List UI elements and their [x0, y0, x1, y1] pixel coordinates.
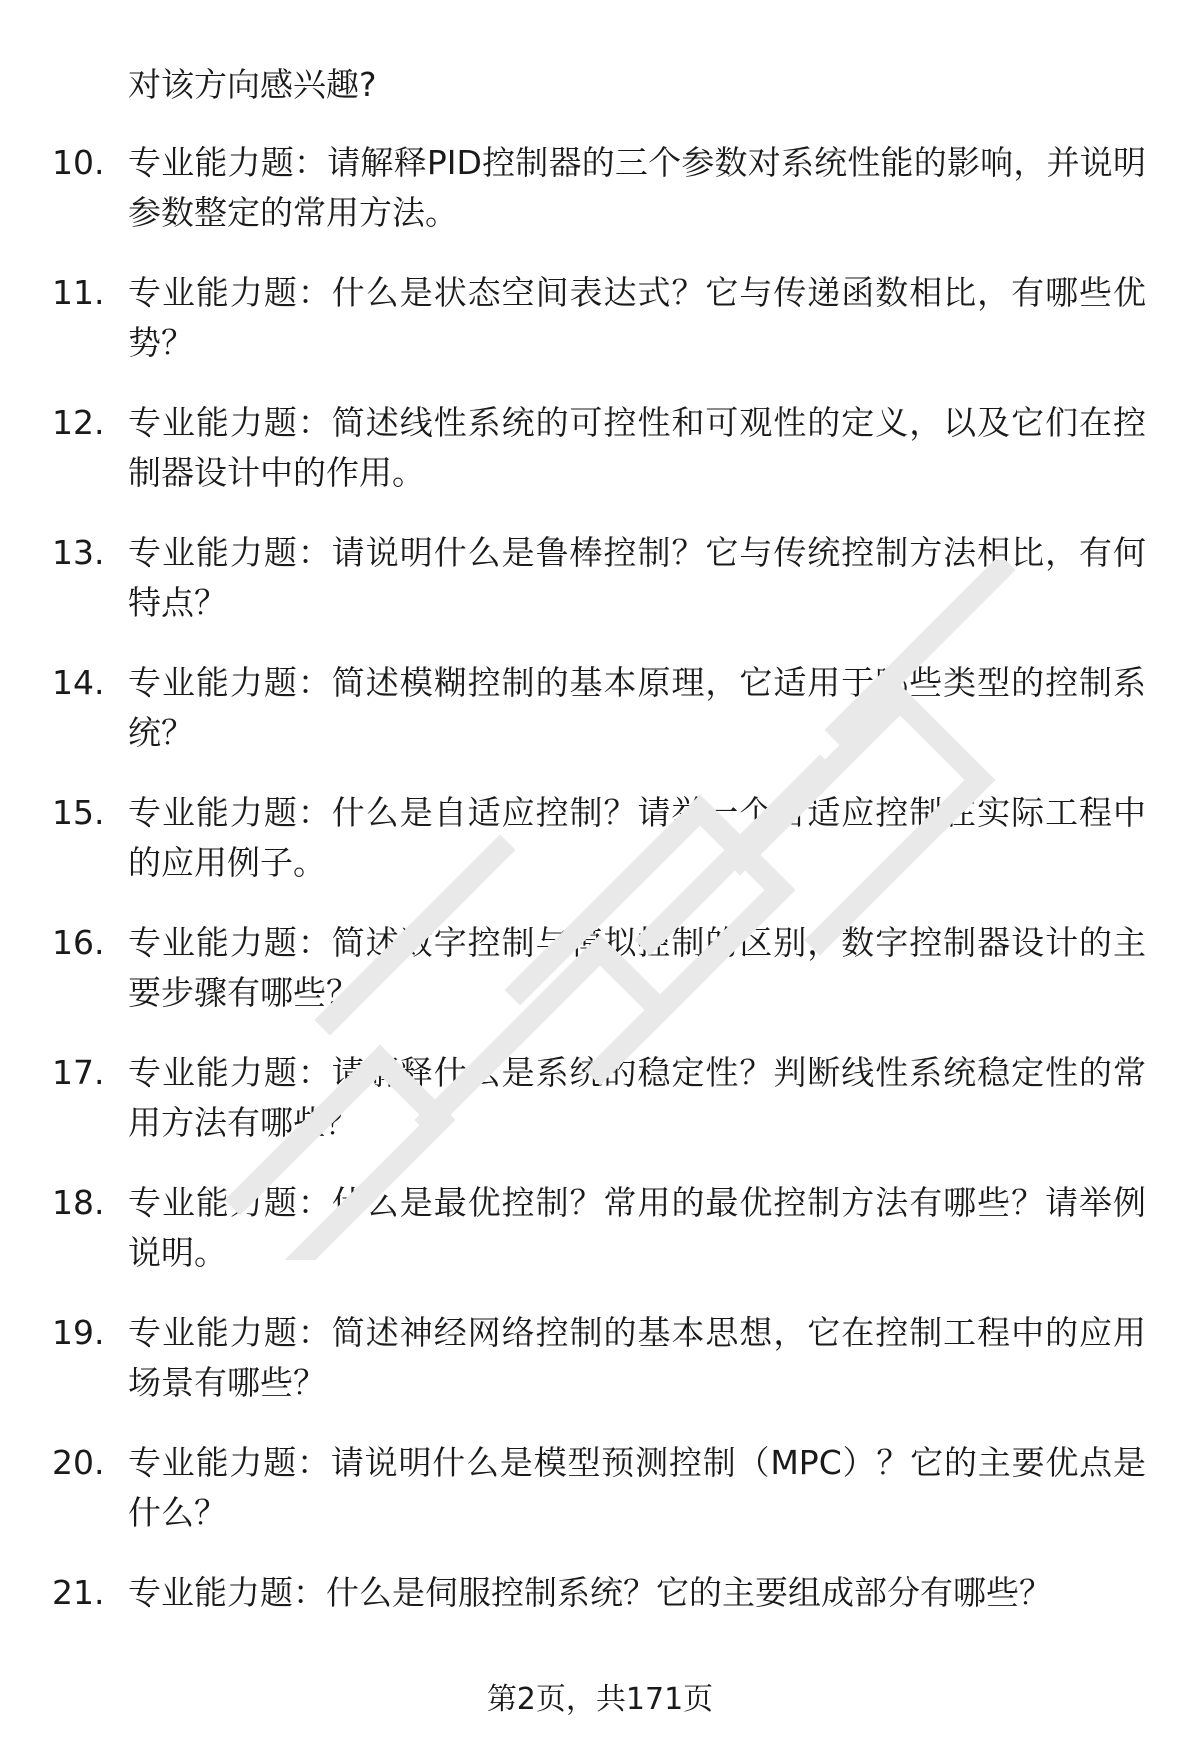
- question-item: [0, 918, 1200, 1048]
- question-item: [0, 658, 1200, 788]
- question-text: 专业能力题：请解释PID控制器的三个参数对系统性能的影响，并说明参数整定的常用方法。: [128, 143, 1146, 232]
- question-item: [0, 138, 1200, 268]
- question-text: 专业能力题：什么是状态空间表达式？它与传递函数相比，有哪些优势？: [128, 273, 1146, 362]
- question-item: [0, 1308, 1200, 1438]
- question-text: 专业能力题：请说明什么是鲁棒控制？它与传统控制方法相比，有何特点？: [128, 533, 1146, 622]
- question-number: 12.: [52, 403, 105, 442]
- question-number: 10.: [52, 143, 105, 182]
- question-text: 专业能力题：什么是最优控制？常用的最优控制方法有哪些？请举例说明。: [128, 1183, 1146, 1272]
- continuation-text: 对该方向感兴趣?: [128, 65, 377, 104]
- question-item: [0, 528, 1200, 658]
- question-number: 19.: [52, 1313, 105, 1352]
- question-item: [0, 1178, 1200, 1308]
- question-number: 15.: [52, 793, 105, 832]
- question-item: [0, 398, 1200, 528]
- question-list: [0, 138, 1200, 1698]
- question-number: 13.: [52, 533, 105, 572]
- question-text: 专业能力题：请说明什么是模型预测控制（MPC）？它的主要优点是什么？: [128, 1443, 1146, 1532]
- question-number: 16.: [52, 923, 105, 962]
- question-number: 21.: [52, 1573, 105, 1612]
- question-item: [0, 788, 1200, 918]
- question-number: 14.: [52, 663, 105, 702]
- question-number: 20.: [52, 1443, 105, 1482]
- question-item: [0, 1048, 1200, 1178]
- question-text: 专业能力题：简述数字控制与模拟控制的区别，数字控制器设计的主要步骤有哪些？: [128, 923, 1146, 1012]
- question-text: 专业能力题：什么是伺服控制系统？它的主要组成部分有哪些？: [128, 1573, 1052, 1612]
- question-text: 专业能力题：简述线性系统的可控性和可观性的定义，以及它们在控制器设计中的作用。: [128, 403, 1146, 492]
- question-text: 专业能力题：简述模糊控制的基本原理，它适用于哪些类型的控制系统？: [128, 663, 1146, 752]
- question-text: 专业能力题：简述神经网络控制的基本思想，它在控制工程中的应用场景有哪些？: [128, 1313, 1146, 1402]
- question-item: [0, 268, 1200, 398]
- question-item: [0, 1568, 1200, 1698]
- question-text: 专业能力题：什么是自适应控制？请举一个自适应控制在实际工程中的应用例子。: [128, 793, 1146, 882]
- question-text: 专业能力题：请解释什么是系统的稳定性？判断线性系统稳定性的常用方法有哪些？: [128, 1053, 1146, 1142]
- question-number: 17.: [52, 1053, 105, 1092]
- question-number: 18.: [52, 1183, 105, 1222]
- question-number: 11.: [52, 273, 105, 312]
- question-item: [0, 1438, 1200, 1568]
- page-footer: 第2页，共171页: [486, 1682, 714, 1717]
